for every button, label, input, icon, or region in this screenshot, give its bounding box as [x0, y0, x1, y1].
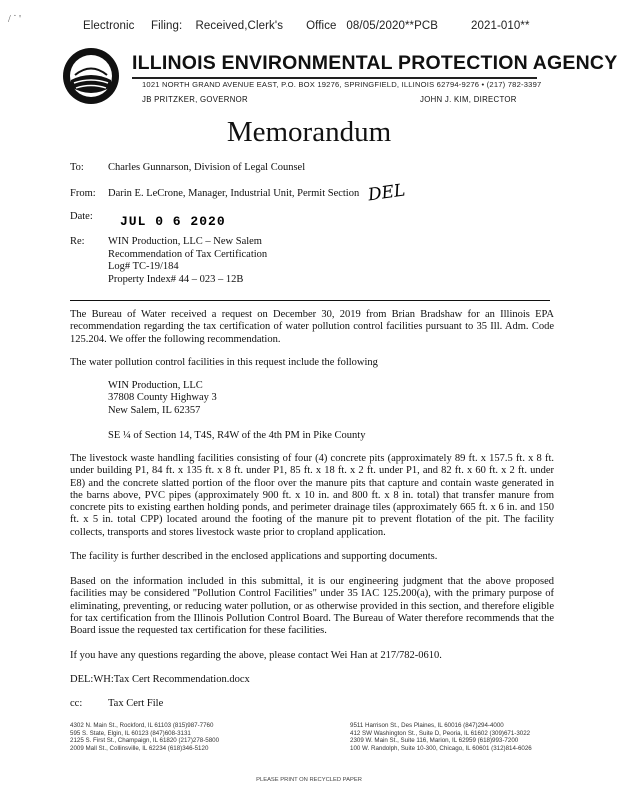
letterhead-rule [132, 77, 537, 79]
reference-line: DEL:WH:Tax Cert Recommendation.docx [70, 674, 250, 685]
paragraph-contact: If you have any questions regarding the above, please contact Wei Han at 217/782-0610. [70, 650, 442, 661]
to-value: Charles Gunnarson, Division of Legal Counsel [108, 162, 306, 173]
paragraph-further: The facility is further described in the enclosed applications and supporting documents. [70, 551, 438, 562]
agency-seal-icon [62, 47, 120, 105]
office-address: 412 SW Washington St., Suite D, Peoria, IL 61602 (309)671-3022 [350, 729, 531, 737]
re-label: Re: [70, 236, 85, 247]
handwritten-initials: DEL [366, 180, 407, 206]
address-line: New Salem, IL 62357 [108, 404, 201, 416]
agency-address: 1021 NORTH GRAND AVENUE EAST, P.O. BOX 19276, SPRINGFIELD, ILLINOIS 62794-9276 • (217) 782-3397 [142, 80, 542, 89]
cc-value: Tax Cert File [108, 698, 164, 709]
cc-label: cc: [70, 698, 83, 709]
scratch-mark: / ˙ ' [8, 14, 21, 25]
office-address: 100 W. Randolph, Suite 10-300, Chicago, IL 60601 (312)814-6026 [350, 744, 532, 752]
footer-offices-left [70, 722, 219, 752]
filing-header: Electronic Filing: Received,Clerk's Office 08/05/2020**PCB 2021-010** [83, 20, 530, 32]
to-label: To: [70, 162, 84, 173]
re-line: Property Index# 44 – 023 – 12B [108, 273, 244, 285]
paragraph-facilities-intro: The water pollution control facilities in this request include the following [70, 357, 378, 368]
facility-location: SE ¼ of Section 14, T4S, R4W of the 4th PM in Pike County [108, 430, 366, 441]
paragraph-description: The livestock waste handling facilities consisting of four (4) concrete pits (approximately 89 ft. x 157.5 ft. x 8 ft. under building P1, 84 ft. x 135 ft. x 8 ft. under P1, 85 ft. x 18 ft. x 2 ft. under P1, and 82 ft. x 60 ft. x 2 ft. under E8) and the concrete slatted portion of the floor over the manure pits that capture and contain waste generated in the barns above, PVC pipes (approximately 900 ft. x 10 in. and 800 ft. x 8 in. total) that transfer manure from concrete pits to existing earthen holding ponds, and perimeter drainage tiles (approximately 665 ft. x 6 in. and 150 ft. x 5 in. total CPP) located around the footing of the manure pit to prevent flotation of the pit. The facility collects, transports and stores livestock waste prior to cropland application. [70, 453, 554, 538]
date-stamp: JUL 0 6 2020 [120, 214, 226, 229]
address-line: 37808 County Highway 3 [108, 392, 217, 404]
from-value: Darin E. LeCrone, Manager, Industrial Unit, Permit Section [108, 188, 360, 199]
address-line: WIN Production, LLC [108, 380, 203, 391]
paragraph-request: The Bureau of Water received a request on December 30, 2019 from Brian Bradshaw for an Illinois EPA recommendation regarding the tax certification of water pollution control facilities pursuant to 35 Ill. Adm. Code 125.204. We offer the following recommendation. [70, 309, 554, 345]
re-line: Log# TC-19/184 [108, 261, 179, 272]
office-address: 2309 W. Main St., Suite 116, Marion, IL 62959 (618)993-7200 [350, 737, 519, 745]
memo-title: Memorandum [226, 116, 392, 148]
re-line: Recommendation of Tax Certification [108, 248, 268, 260]
facility-address [108, 380, 217, 417]
paragraph-judgment: Based on the information included in this submittal, it is our engineering judgment that the above proposed facilities may be considered "Pollution Control Facilities" under 35 IAC 125.200(a), with the primary purpose of eliminating, preventing, or reducing water pollution, or as otherwise provided in this section, and therefore eligible for tax certification from the Illinois Pollution Control Board. The Bureau of Water therefore recommends that the Board issue the requested tax certification for these facilities. [70, 576, 554, 637]
date-label: Date: [70, 211, 93, 222]
office-address: 2009 Mall St., Collinsville, IL 62234 (618)346-5120 [70, 744, 209, 752]
footer-offices-right [350, 722, 532, 752]
re-block [108, 236, 267, 286]
governor-name: JB PRITZKER, GOVERNOR [142, 95, 248, 104]
office-address: 4302 N. Main St., Rockford, IL 61103 (815)987-7760 [70, 722, 214, 729]
re-line: WIN Production, LLC – New Salem [108, 236, 262, 247]
agency-name: ILLINOIS ENVIRONMENTAL PROTECTION AGENCY [132, 52, 618, 74]
office-address: 2125 S. First St., Champaign, IL 61820 (217)278-5800 [70, 737, 220, 745]
office-address: 9511 Harrison St., Des Plaines, IL 60016 (847)294-4000 [350, 722, 504, 729]
header-divider [70, 300, 550, 301]
from-label: From: [70, 188, 96, 199]
office-address: 595 S. State, Elgin, IL 60123 (847)608-3131 [70, 729, 191, 737]
director-name: JOHN J. KIM, DIRECTOR [420, 95, 517, 104]
recycled-paper-note: PLEASE PRINT ON RECYCLED PAPER [256, 777, 362, 783]
